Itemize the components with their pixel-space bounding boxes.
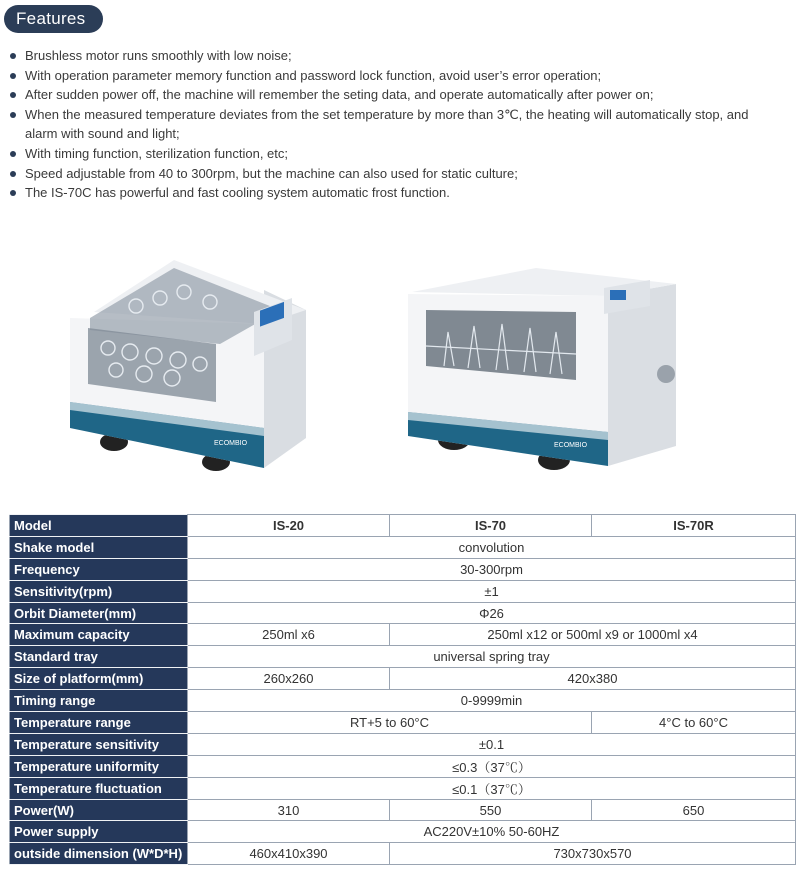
table-row	[10, 799, 796, 821]
table-cell: 310	[188, 799, 390, 821]
table-row	[10, 843, 796, 865]
table-cell: 460x410x390	[188, 843, 390, 865]
column-header: IS-70	[390, 515, 592, 537]
feature-item	[8, 105, 800, 125]
bullet-icon	[10, 53, 16, 59]
column-header: IS-70R	[592, 515, 796, 537]
table-cell: 250ml x6	[188, 624, 390, 646]
feature-item	[8, 85, 800, 105]
row-label: Maximum capacity	[10, 624, 188, 646]
bullet-icon	[10, 151, 16, 157]
row-label: Temperature fluctuation	[10, 777, 188, 799]
feature-item	[8, 124, 800, 144]
feature-text: The IS-70C has powerful and fast cooling system automatic frost function.	[25, 185, 450, 201]
table-row	[10, 755, 796, 777]
table-row	[10, 536, 796, 558]
feature-text: When the measured temperature deviates from the set temperature by more than 3℃, the heating will automatically stop, and	[25, 106, 749, 122]
table-header-row	[10, 515, 796, 537]
row-label: Temperature range	[10, 712, 188, 734]
feature-item	[8, 144, 800, 164]
product-photo-is20	[64, 252, 316, 474]
row-label: outside dimension (W*D*H)	[10, 843, 188, 865]
table-row	[10, 580, 796, 602]
bullet-icon	[10, 73, 16, 79]
table-cell: 550	[390, 799, 592, 821]
row-label: Temperature sensitivity	[10, 733, 188, 755]
table-cell: convolution	[188, 536, 796, 558]
table-cell: universal spring tray	[188, 646, 796, 668]
table-cell: 30-300rpm	[188, 558, 796, 580]
table-cell: RT+5 to 60°C	[188, 712, 592, 734]
table-cell: 4°C to 60°C	[592, 712, 796, 734]
row-label: Shake model	[10, 536, 188, 558]
feature-item	[8, 164, 800, 184]
table-cell: AC220V±10% 50-60HZ	[188, 821, 796, 843]
spec-table	[9, 514, 796, 865]
table-cell: 650	[592, 799, 796, 821]
table-cell: ≤0.3（37℃）	[188, 755, 796, 777]
table-row	[10, 733, 796, 755]
row-label: Standard tray	[10, 646, 188, 668]
table-cell: 0-9999min	[188, 690, 796, 712]
feature-text: Brushless motor runs smoothly with low noise;	[25, 48, 292, 63]
bullet-icon	[10, 190, 16, 196]
row-label: Orbit Diameter(mm)	[10, 602, 188, 624]
table-row	[10, 646, 796, 668]
table-cell: 260x260	[188, 668, 390, 690]
features-list	[8, 46, 800, 203]
column-header: IS-20	[188, 515, 390, 537]
table-row	[10, 668, 796, 690]
feature-text: With timing function, sterilization function, etc;	[25, 145, 289, 161]
row-label: Timing range	[10, 690, 188, 712]
row-label: Power(W)	[10, 799, 188, 821]
table-cell: ±0.1	[188, 733, 796, 755]
svg-text:ECOMBIO: ECOMBIO	[554, 442, 588, 449]
table-cell: ≤0.1（37℃）	[188, 777, 796, 799]
svg-text:ECOMBIO: ECOMBIO	[214, 440, 248, 447]
row-label: Model	[10, 515, 188, 537]
feature-text: alarm with sound and light;	[25, 126, 180, 142]
bullet-icon	[10, 171, 16, 177]
feature-item	[8, 46, 800, 66]
feature-item	[8, 66, 800, 86]
table-row	[10, 712, 796, 734]
row-label: Power supply	[10, 821, 188, 843]
feature-item	[8, 183, 800, 203]
table-row	[10, 602, 796, 624]
feature-text: Speed adjustable from 40 to 300rpm, but the machine can also used for static culture;	[25, 165, 518, 181]
feature-text: After sudden power off, the machine will remember the seting data, and operate automatically after power on;	[25, 87, 654, 103]
bullet-icon	[10, 92, 16, 98]
feature-text: With operation parameter memory function and password lock function, avoid user’s error operation;	[25, 67, 602, 83]
row-label: Size of platform(mm)	[10, 668, 188, 690]
table-cell: ±1	[188, 580, 796, 602]
features-heading: Features	[4, 5, 103, 33]
table-row	[10, 777, 796, 799]
row-label: Sensitivity(rpm)	[10, 580, 188, 602]
row-label: Frequency	[10, 558, 188, 580]
table-cell: 420x380	[390, 668, 796, 690]
table-cell: 730x730x570	[390, 843, 796, 865]
bullet-icon	[10, 112, 16, 118]
row-label: Temperature uniformity	[10, 755, 188, 777]
table-cell: 250ml x12 or 500ml x9 or 1000ml x4	[390, 624, 796, 646]
table-row	[10, 558, 796, 580]
table-row	[10, 821, 796, 843]
product-photo-is70	[404, 262, 682, 472]
table-cell: Φ26	[188, 602, 796, 624]
table-row	[10, 624, 796, 646]
table-row	[10, 690, 796, 712]
